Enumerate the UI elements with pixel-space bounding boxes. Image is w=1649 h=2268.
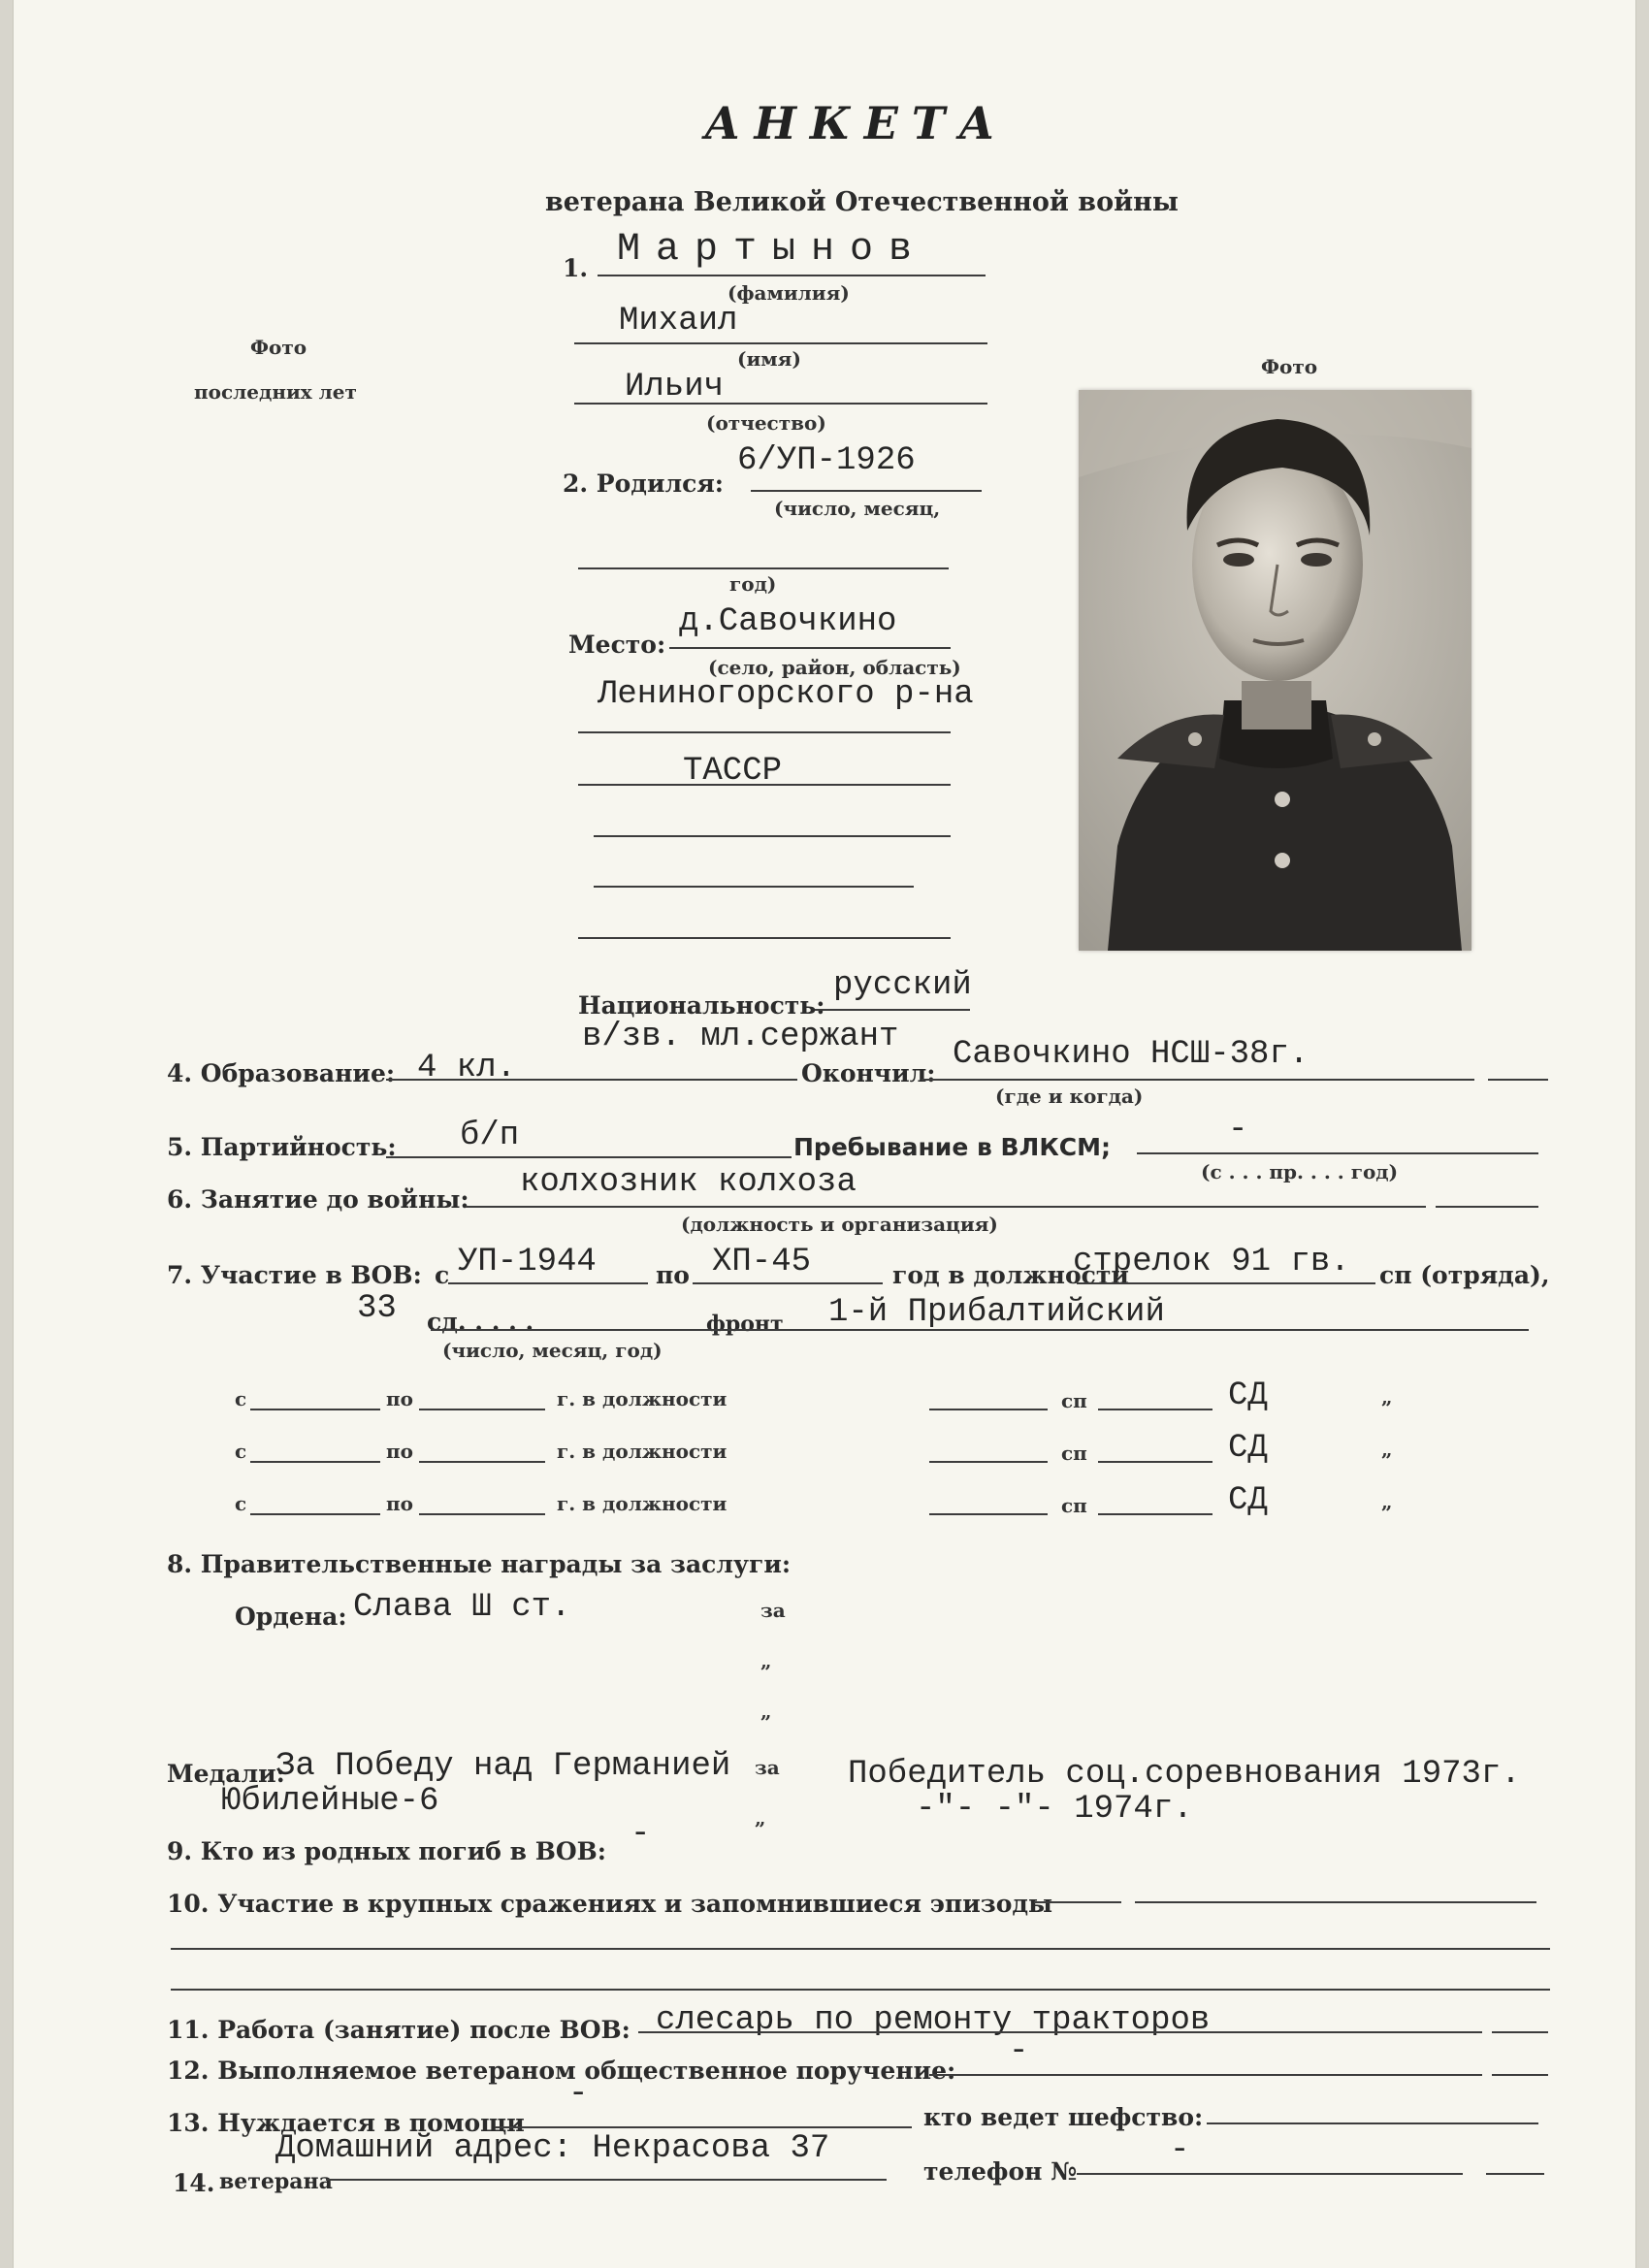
address-value: Домашний адрес: Некрасова 37: [275, 2130, 830, 2167]
row-sd: СД: [1228, 1377, 1268, 1414]
place-value-3: ТАССР: [683, 753, 783, 790]
row-from-line: [250, 1409, 380, 1410]
party-line: [386, 1156, 792, 1158]
date-caption-1: (число, месяц,: [774, 497, 941, 520]
item-14-number: 14.: [173, 2169, 215, 2197]
komsomol-label: Пребывание в ВЛКСМ;: [793, 1133, 1111, 1161]
battles-line-1a: [1034, 1901, 1121, 1903]
item-1-number: 1.: [563, 254, 589, 282]
place-line-5: [594, 886, 914, 888]
phone-value: -: [1170, 2132, 1190, 2169]
birth-year-line: [578, 567, 949, 569]
row-from-line: [250, 1513, 380, 1515]
row-from-line: [250, 1461, 380, 1463]
row-from: с: [235, 1440, 247, 1463]
phone-line: [1077, 2173, 1463, 2175]
prewar-line-end: [1436, 1206, 1538, 1208]
postwar-line-end: [1492, 2031, 1548, 2033]
front-label: фронт: [706, 1312, 784, 1337]
place-value-2: Лениногорского р-на: [598, 676, 974, 713]
row-to: по: [386, 1440, 413, 1463]
participation-label: 7. Участие в ВОВ:: [167, 1261, 422, 1289]
education-line: [386, 1079, 797, 1081]
name-caption: (имя): [737, 347, 801, 371]
place-line-2: [578, 731, 951, 733]
row-quote: „: [1381, 1490, 1393, 1513]
row-sp-line: [1098, 1409, 1212, 1410]
help-line: [495, 2126, 912, 2128]
front-line: [431, 1329, 1529, 1331]
help-label: 13. Нуждается в помощи: [167, 2109, 525, 2137]
place-line-1: [669, 647, 951, 649]
prewar-line: [466, 1206, 1426, 1208]
row-to-line: [419, 1461, 545, 1463]
portrait-image: [1079, 390, 1471, 951]
photo-recent-label-2: последних лет: [194, 380, 357, 404]
komsomol-caption: (с . . . пр. . . . год): [1201, 1160, 1399, 1183]
education-label: 4. Образование:: [167, 1059, 396, 1087]
place-line-3: [578, 784, 951, 786]
party-label: 5. Партийность:: [167, 1133, 397, 1161]
row-sp: сп: [1061, 1389, 1087, 1412]
medal-for-label: за: [755, 1756, 780, 1779]
public-line-end: [1492, 2074, 1548, 2076]
public-value: -: [1009, 2033, 1029, 2070]
ww-position-value: стрелок 91 гв.: [1073, 1244, 1350, 1280]
row-sd: СД: [1228, 1430, 1268, 1467]
ww-to-line: [693, 1282, 883, 1284]
nationality-value: русский: [833, 967, 972, 1004]
graduated-line: [922, 1079, 1474, 1081]
graduated-line-end: [1488, 1079, 1548, 1081]
form-subtitle: ветерана Великой Отечественной войны: [545, 187, 1179, 217]
medal-2-value: Юбилейные-6: [221, 1783, 439, 1820]
nationality-line: [815, 1009, 970, 1011]
battles-line-1b: [1135, 1901, 1536, 1903]
graduated-value: Савочкино НСШ-38г.: [953, 1036, 1310, 1073]
prewar-label: 6. Занятие до войны:: [167, 1185, 469, 1214]
participation-to: по: [656, 1261, 690, 1289]
postwar-label: 11. Работа (занятие) после ВОВ:: [167, 2016, 630, 2044]
ww-from-value: УП-1944: [458, 1244, 597, 1280]
ww-position-line: [1077, 1282, 1375, 1284]
division-number: 33: [357, 1290, 397, 1327]
medal-1-value: За Победу над Германией: [275, 1748, 731, 1785]
medals-label: Медали:: [167, 1760, 285, 1788]
order-for-label: за: [760, 1599, 786, 1622]
division-label: сд. . . . .: [427, 1308, 534, 1336]
row-pos-line: [929, 1513, 1048, 1515]
nationality-label: Национальность:: [578, 991, 825, 1020]
help-value: -: [568, 2076, 589, 2113]
row-from: с: [235, 1387, 247, 1410]
where-when-caption: (где и когда): [995, 1085, 1144, 1108]
graduated-label: Окончил:: [801, 1059, 936, 1087]
postwar-line: [638, 2031, 1482, 2033]
patronage-label: кто ведет шефство:: [923, 2103, 1204, 2131]
row-to-line: [419, 1409, 545, 1410]
born-label: 2. Родился:: [563, 470, 725, 498]
medal-ditto: „: [755, 1806, 766, 1830]
place-line-4: [594, 835, 951, 837]
phone-label: телефон №: [923, 2157, 1078, 2186]
patronymic-value: Ильич: [625, 369, 725, 405]
birth-date-line: [751, 490, 982, 492]
regiment-label: сп (отряда),: [1379, 1261, 1550, 1289]
public-line: [929, 2074, 1482, 2076]
public-label: 12. Выполняемое ветераном общественное поручение:: [167, 2057, 956, 2085]
row-to: по: [386, 1492, 413, 1515]
row-in-position: г. в должности: [557, 1492, 728, 1515]
participation-from: с: [435, 1261, 450, 1289]
form-title: АНКЕТА: [704, 97, 1009, 149]
prewar-value: колхозник колхоза: [520, 1164, 857, 1201]
row-sd: СД: [1228, 1482, 1268, 1519]
row-to-line: [419, 1513, 545, 1515]
photo-label: Фото: [1261, 355, 1318, 378]
place-label: Место:: [568, 631, 666, 659]
order-ditto-1: „: [760, 1649, 772, 1672]
row-in-position: г. в должности: [557, 1440, 728, 1463]
position-caption: (должность и организация): [681, 1213, 998, 1236]
surname-value: Мартынов: [617, 228, 928, 272]
birth-date-value: 6/УП-1926: [737, 442, 916, 479]
photo-recent-label: Фото: [250, 336, 307, 359]
row-sp-line: [1098, 1461, 1212, 1463]
patronymic-line: [574, 403, 987, 405]
battles-label: 10. Участие в крупных сражениях и запомнившиеся эпизоды: [167, 1890, 1053, 1918]
surname-caption: (фамилия): [728, 281, 850, 305]
front-value: 1-й Прибалтийский: [828, 1294, 1165, 1331]
orders-label: Ордена:: [235, 1603, 347, 1631]
in-position-label: год в должности: [892, 1261, 1129, 1289]
row-quote: „: [1381, 1438, 1393, 1461]
rank-value: в/зв. мл.сержант: [582, 1019, 899, 1055]
relatives-value: -: [630, 1816, 651, 1853]
postwar-value: слесарь по ремонту тракторов: [656, 2002, 1211, 2039]
questionnaire-sheet: [14, 0, 1635, 2268]
place-value-1: д.Савочкино: [679, 603, 897, 640]
row-in-position: г. в должности: [557, 1387, 728, 1410]
dmy-caption: (число, месяц, год): [442, 1339, 663, 1362]
party-value: б/п: [460, 1118, 520, 1154]
relatives-label: 9. Кто из родных погиб в ВОВ:: [167, 1837, 606, 1865]
patronage-line: [1207, 2122, 1538, 2124]
komsomol-value: -: [1228, 1112, 1248, 1149]
battles-line-2: [171, 1948, 1550, 1950]
patronymic-caption: (отчество): [706, 411, 826, 435]
row-sp: сп: [1061, 1494, 1087, 1517]
surname-line: [598, 275, 986, 276]
row-from: с: [235, 1492, 247, 1515]
order-1-value: Слава Ш ст.: [353, 1589, 571, 1626]
medal-3-value: Победитель соц.соревнования 1973г.: [848, 1756, 1521, 1793]
address-line: [326, 2179, 887, 2181]
place-caption: (село, район, область): [708, 656, 961, 679]
komsomol-line: [1137, 1152, 1538, 1154]
name-line: [574, 342, 987, 344]
row-quote: „: [1381, 1385, 1393, 1409]
row-sp-line: [1098, 1513, 1212, 1515]
row-to: по: [386, 1387, 413, 1410]
row-sp: сп: [1061, 1442, 1087, 1465]
veteran-photo: [1079, 390, 1471, 951]
phone-line-end: [1486, 2173, 1544, 2175]
education-value: 4 кл.: [417, 1050, 517, 1086]
row-pos-line: [929, 1409, 1048, 1410]
awards-label: 8. Правительственные награды за заслуги:: [167, 1550, 792, 1578]
ww-from-line: [448, 1282, 648, 1284]
veteran-label: ветерана: [219, 2169, 333, 2194]
order-ditto-2: „: [760, 1700, 772, 1723]
ww-to-value: ХП-45: [712, 1244, 812, 1280]
row-pos-line: [929, 1461, 1048, 1463]
date-caption-2: год): [729, 572, 777, 596]
name-value: Михаил: [619, 303, 738, 340]
battles-line-3: [171, 1989, 1550, 1991]
medal-4-value: -"- -"- 1974г.: [916, 1791, 1193, 1828]
place-line-6: [578, 937, 951, 939]
